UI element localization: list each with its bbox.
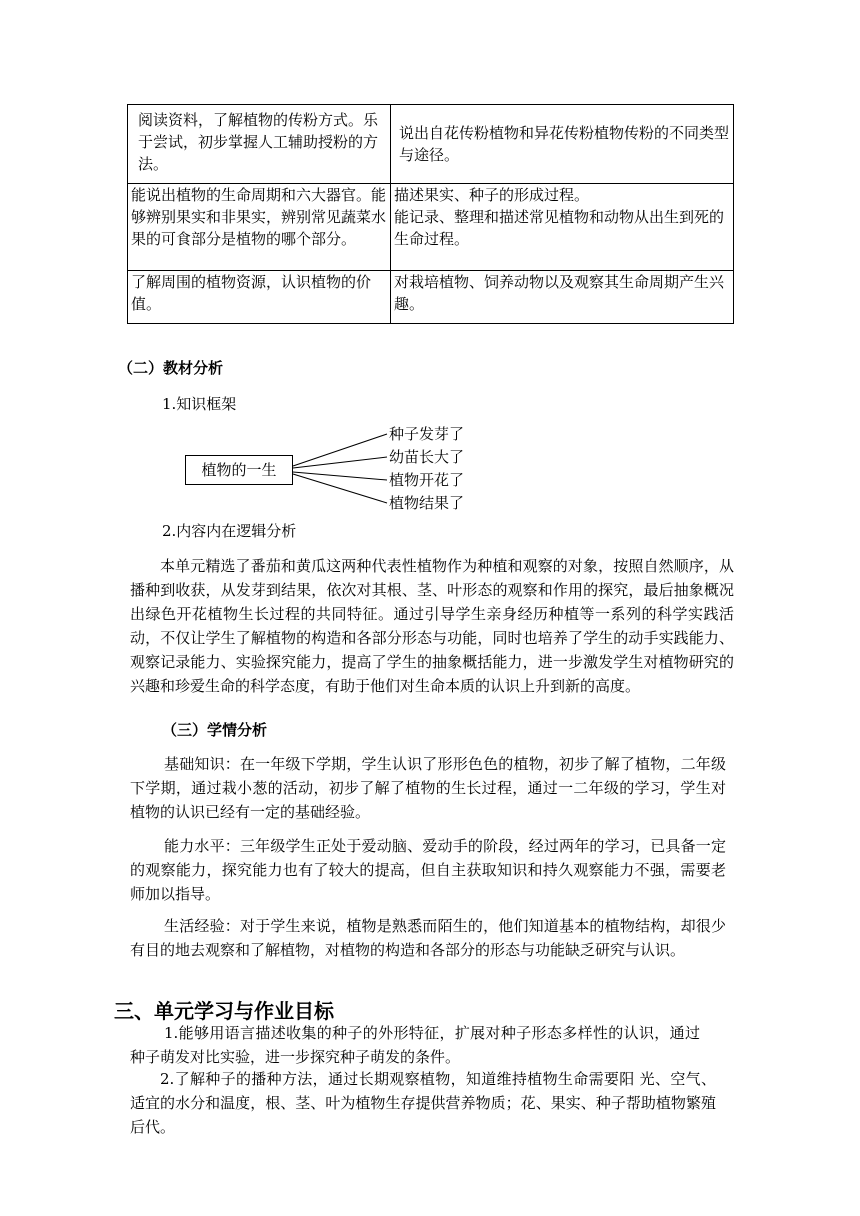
tree-connector-line [293,434,387,466]
learning-goal [130,1021,700,1069]
main-section-heading: 三、单元学习与作业目标 [114,999,334,1023]
paragraph-text: 基础知识：在一年级下学期，学生认识了形形色色的植物，初步了解了植物，二年级下学期，通过栽小葱的活动，初步了解了植物的生长过程，通过一二年级的学习，学生对植物的认识已经有一定的基础经验。 [130,755,726,821]
knowledge-tree-root: 植物的一生 [185,455,293,485]
student-analysis-paragraph [130,834,726,906]
knowledge-tree-branch: 植物结果了 [389,494,465,512]
table-cell-line: 描述果实、种子的形成过程。 [394,186,590,204]
knowledge-tree-branch: 种子发芽了 [389,425,465,443]
tree-connector-line [293,457,387,468]
knowledge-tree-branch: 植物开花了 [389,471,465,489]
table-cell: 能说出植物的生命周期和六大器官。能够辨别果实和非果实，辨别常见蔬菜水果的可食部分是植物的哪个部分。 [128,184,391,271]
section-heading-textbook-analysis: （二）教材分析 [118,359,224,377]
knowledge-tree-branch: 幼苗长大了 [389,448,465,466]
paragraph-text: 生活经验：对于学生来说，植物是熟悉而陌生的，他们知道基本的植物结构，却很少有目的地去观察和了解植物，对植物的构造和各部分的形态与功能缺乏研究与认识。 [130,917,726,959]
table-cell: 了解周围的植物资源，认识植物的价值。 [128,271,391,324]
table-cell: 阅读资料，了解植物的传粉方式。乐于尝试，初步掌握人工辅助授粉的方法。 [128,105,391,184]
subheading-knowledge-framework: 1.知识框架 [162,395,237,413]
student-analysis-paragraph [130,914,726,962]
paragraph-text: 本单元精选了番茄和黄瓜这两种代表性植物作为种植和观察的对象，按照自然顺序，从播种到收获，从发芽到结果，依次对其根、茎、叶形态的观察和作用的探究，最后抽象概况出绿色开花植物生长过程的共同特征。通过引导学生亲身经历种植等一系列的科学实践活动，不仅让学生了解植物的构造和各部分形态与功能，同时也培养了学生的动手实践能力、观察记录能力、实验探究能力，提高了学生的抽象概括能力，进一步激发学生对植物研究的兴趣和珍爱生命的科学态度，有助于他们对生命本质的认识上升到新的高度。 [130,557,734,695]
table-cell: 对栽培植物、饲养动物以及观察其生命周期产生兴趣。 [391,271,734,324]
table-cell-line: 能记录、整理和描述常见植物和动物从出生到死的生命过程。 [394,208,725,248]
paragraph-text: 2.了解种子的播种方法，通过长期观察植物，知道维持植物生命需要阳 光、空气、适宜的水分和温度，根、茎、叶为植物生存提供营养物质；花、果实、种子帮助植物繁殖后代。 [130,1070,716,1136]
table-cell: 说出自花传粉植物和异花传粉植物传粉的不同类型与途径。 [391,105,734,184]
subheading-logic-analysis: 2.内容内在逻辑分析 [162,522,297,540]
section-heading-student-analysis: （三）学情分析 [162,721,268,739]
learning-goal [130,1067,716,1139]
student-analysis-paragraph [130,752,726,824]
paragraph-text: 能力水平：三年级学生正处于爱动脑、爱动手的阶段，经过两年的学习，已具备一定的观察能力，探究能力也有了较大的提高，但自主获取知识和持久观察能力不强，需要老师加以指导。 [130,837,726,903]
logic-analysis-paragraph [130,554,734,698]
paragraph-text: 1.能够用语言描述收集的种子的外形特征，扩展对种子形态多样性的认识，通过种子萌发对比实验，进一步探究种子萌发的条件。 [130,1024,700,1066]
